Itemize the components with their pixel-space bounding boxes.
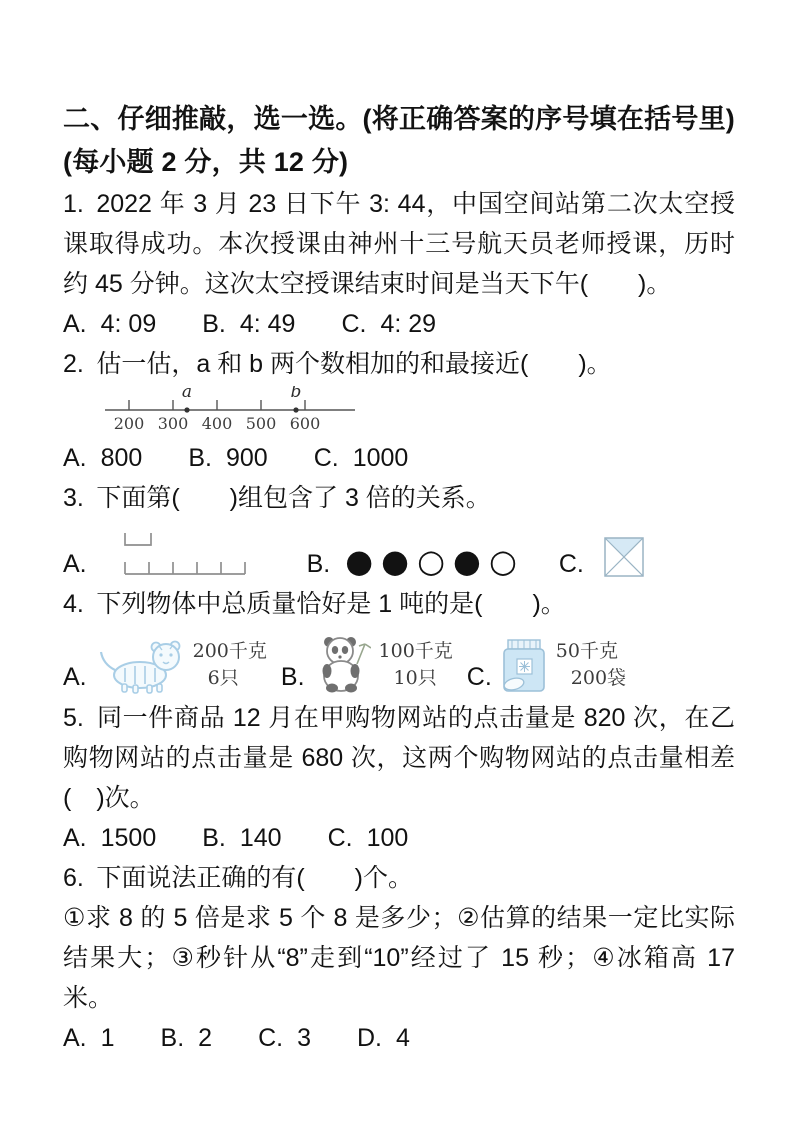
segment-diagram-icon [103, 528, 251, 580]
option-b [281, 634, 453, 694]
question-6-text: 6. 下面说法正确的有( )个。 [63, 864, 414, 892]
option-b [188, 438, 267, 478]
question-3-options [63, 520, 735, 580]
option-c [314, 438, 409, 478]
option-letter: A. [63, 1024, 87, 1052]
option-a [63, 1018, 115, 1058]
option-letter: C. [313, 444, 339, 472]
placeholder-box-icon [602, 535, 646, 579]
question-1-options [63, 304, 735, 344]
option-b [202, 304, 295, 344]
option-value: 4: 29 [380, 310, 437, 338]
option-letter: C. [341, 310, 367, 338]
tiger-image [95, 638, 185, 694]
question-6-statements: ①求 8 的 5 倍是求 5 个 8 是多少；②估算的结果一定比实际结果大；③秒针从“8”走到“10”经过了 15 秒；④冰箱高 17 米。 [63, 904, 735, 1012]
option-letter: C. [258, 1024, 284, 1052]
option-letter: B. [160, 1024, 185, 1052]
item-labels [379, 638, 453, 694]
option-b [161, 1018, 213, 1058]
question-2-options [63, 438, 735, 478]
tick-label-200: 200 [113, 414, 145, 433]
item-labels [556, 638, 626, 694]
question-3-text: 3. 下面第( )组包含了 3 倍的关系。 [63, 484, 491, 512]
point-b-label: b [290, 386, 302, 402]
option-letter: B. [188, 444, 212, 472]
question-5-options [63, 818, 735, 858]
option-letter: A. [63, 824, 87, 852]
option-value: 3 [297, 1024, 311, 1052]
option-letter: D. [356, 1024, 382, 1052]
question-1-text: 1. 2022 年 3 月 23 日下午 3: 44，中国空间站第二次太空授课取得成功。本次授课由神州十三号航天员老师授课，历时约 45 分钟。这次太空授课结束时间是当天下午( )。 [63, 190, 735, 298]
option-b [202, 818, 281, 858]
option-letter: C. [327, 824, 353, 852]
option-c [328, 818, 409, 858]
option-letter: B. [306, 550, 331, 578]
question-4-text: 4. 下列物体中总质量恰好是 1 吨的是( )。 [63, 590, 566, 618]
circle-pattern: ●●○●○ [345, 542, 525, 580]
option-letter: A. [63, 444, 87, 472]
question-2-text: 2. 估一估，a 和 b 两个数相加的和最接近( )。 [63, 350, 612, 378]
panda-image [313, 634, 371, 694]
count-label: 10只 [393, 667, 437, 689]
option-value: 1500 [100, 824, 157, 852]
question-6-options [63, 1018, 735, 1058]
option-value: 2 [198, 1024, 213, 1052]
item-labels [193, 638, 267, 694]
count-label: 6只 [207, 667, 239, 689]
option-c [467, 636, 626, 694]
point-a-label: a [181, 386, 193, 402]
number-line-figure [99, 386, 735, 436]
option-letter: A. [63, 663, 87, 691]
option-value: 800 [100, 444, 143, 472]
bag-image [500, 636, 548, 694]
weight-label: 200千克 [192, 640, 267, 662]
weight-label: 50千克 [555, 640, 618, 662]
option-a [63, 818, 156, 858]
option-letter: B. [202, 310, 226, 338]
point-a-dot [184, 407, 189, 412]
option-c [258, 1018, 311, 1058]
number-line-svg [99, 386, 361, 434]
option-a [63, 304, 156, 344]
option-letter: A. [63, 310, 87, 338]
option-value: 4: 09 [100, 310, 157, 338]
option-value: 140 [239, 824, 282, 852]
option-value: 900 [225, 444, 268, 472]
section-title: 二、仔细推敲，选一选。(将正确答案的序号填在括号里)(每小题 2 分，共 12 分) [63, 104, 735, 177]
option-letter: A. [63, 550, 87, 578]
question-4-options [63, 626, 735, 694]
option-letter: C. [466, 663, 492, 691]
option-a [63, 638, 267, 694]
option-value: 4 [395, 1024, 410, 1052]
option-value: 1000 [352, 444, 409, 472]
tick-label-500: 500 [245, 414, 277, 433]
tick-label-300: 300 [157, 414, 189, 433]
tick-label-400: 400 [201, 414, 233, 433]
tick-label-600: 600 [289, 414, 321, 433]
option-letter: B. [280, 663, 305, 691]
point-b-dot [293, 407, 298, 412]
question-5-text: 5. 同一件商品 12 月在甲购物网站的点击量是 820 次，在乙购物网站的点击量是 680 次，这两个购物网站的点击量相差( )次。 [63, 704, 735, 812]
weight-label: 100千克 [378, 640, 453, 662]
option-letter: C. [558, 550, 584, 578]
option-value: 4: 49 [239, 310, 296, 338]
option-d [357, 1018, 410, 1058]
option-a [63, 438, 142, 478]
option-value: 100 [366, 824, 409, 852]
option-c [341, 304, 436, 344]
option-value: 1 [100, 1024, 115, 1052]
count-label: 200袋 [570, 667, 627, 689]
option-letter: B. [202, 824, 226, 852]
